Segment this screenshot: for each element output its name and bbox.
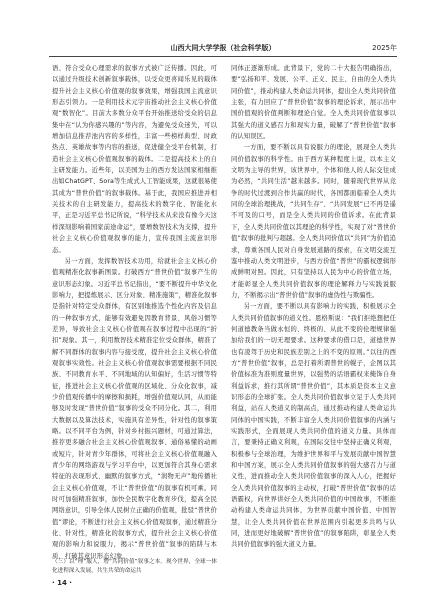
paragraph: 另一方面，要不断以具有影响力的实践，积极展示全人类共同价值叙事的道义性。恩格斯说：“我们拒绝想把任何道德教条当做永恒的、终极的、从此不变的伦理规律强加给我们的一切无理要求。这种要求的借口是，道德世界也有凌驾于历史和民族差别之上的不变的原则。”以往的西方“普世价值”叙事，总是打着所谓普世的幌子，企图以其价值标准为准则度量世界，以强势的话语霸权来掩饰自身利益诉求，推行其所谓“普世价值”，其本质是资本主义意识形态的全球扩张。全人类共同价值叙事立足于人类共同利益，站在人类道义的制高点，通过推动构建人类命运共同体的中国实践，不断丰富全人类共同价值叙事的内涵与实践形式，全面展现人类共同价值的道义力量。具体而言，要秉持正确义利观，在国际交往中坚持正确义利观，积极参与全球治理，为维护世界和平与发展贡献中国智慧和中国方案，展示全人类共同价值叙事的强大感召力与道义性，进而推动全人类共同价值叙事的深入人心，把握好全人类共同价值叙事的主动权，打破“普世价值”叙事的话语霸权，向世界讲好全人类共同价值的中国故事，不断推动构建人类命运共同体，为世界贡献中国价值、中国智慧，让全人类共同价值在世界范围内引起更多共鸣与认同，进而更好地破解“普世价值”的叙事陷阱，彰显全人类共同价值叙事的强大道义力量。 bbox=[231, 303, 396, 549]
right-column bbox=[231, 63, 396, 553]
section-heading: （三）以“理”服人，增“共同价值”叙事之本。现今世界，全球一体化进程深入发展，共生共荣的命运共 bbox=[52, 559, 217, 574]
left-column bbox=[52, 63, 217, 560]
header-year: 2025年 bbox=[372, 44, 397, 52]
paragraph: 语、符合受众心理需求的叙事方式被广泛传播。因此，可以通过升级技术创新叙事载体，以受众更喜闻乐见的载体提升社会主义核心价值观的叙事效果，增强我国主流意识形态引领力。一是利用技术元宇宙推动社会主义核心价值观“数智化”。目前大多数分众平台开始推送给受众的信息集中在“认为你感兴趣的”等内容，为避免受众迷失，可以增加信息推荐池内容的多样性，丰富一些榜样典型、时政热点、英雄故事等内容的推送，促进健全受平台机制，打造社会主义核心价值观叙事的载体。二是提高技术上的自主研发能力。近些年，以美国为主的西方发达国家相继推出如ChatGPT、Sora等生成式人工智能成果，这就很易使其成为“普世价值”的叙事载体。基于此，我国应推进并相关技术的自主研发能力，提高技术的数字化、智能化水平，正是习近平总书记所说，“科学技术从来没有像今天这样深刻影响着国家前途命运”，要增数智技术为支撑，提升社会主义核心价值观叙事的能力，宣传我国主流意识形态。 bbox=[52, 65, 217, 254]
paragraph: 一方面，要不断以具有说服力的理论，展现全人类共同价值叙事的科学性。由于西方某种程度上说，以本主义文明为主导的世界，该世界中，个体和他人的人际交往成为必然，“共同生活”越来越多。同时，随着现代世界从竞争的时代过渡到合作共赢的时代，各国都面临着全人类共同的全球治理挑战，“共同生存”、“共同发展”已不再是遥不可及的口号，而是全人类共同的价值诉求。在此背景下，全人类共同价值以其理论的科学性，实现了对“普世价值”叙事的批判与超越。全人类共同价值以“共同”为价值追求，尊重各国人民对自身发展道路的探索，在文明交流互鉴中推动人类文明进步，与西方价值“普世”的霸权逻辑形成鲜明对照。因此，只有坚持以人民为中心的价值立场，才能彰显全人类共同价值叙事的理论解释力与实践说服力，不断揭示出“普世价值”叙事的虚伪性与欺骗性。 bbox=[231, 144, 396, 299]
paragraph: 另一方面，发挥数智技术功用，给就社会主义核心价值观精准化叙事新图景。打破西方“普世价值”叙事产生的意识形态幻象。习近平总书记指出，“要不断提升中华文化影响力，把提炼展示、区分对象、精准施策”，精准化叙事是指针对特定受众群体，有区别地推选个性化内容及信息的一种叙事方式，能够有效避免因教育背景、风俗习惯等差异，导致社会主义核心价值观在叙事过程中出现的“折扣”现象。其一，利用数智技术精准定位受众群体，精准了解不同群体的叙事内容与接受度，提升社会主义核心价值观叙事实效性。社会主义核心价值观叙事需要根据不同民族、不同教育水平、不同地域的认知偏好，生活习惯等特征，推进社会主义核心价值观的区域化、分众化叙事，减少价值观传播中的摩擦和损耗，增强价值观认同，从而能够及时发现“普世价值”叙事的受众不同分化。其二，利用大数据以及算法技术，实施具有差异性，针对性的叙事策略。以不同平台为例，针对乡村振兴题材，可通过算法，推荐更多融合社会主义核心价值观叙事、通俗易懂的动画或短片，针对青少年群体，可将社会主义核心价值观融入青少年的网络游戏与学习平台中，以更加符合其身心需求特征的表现形式、幽默的叙事方式，“润物无声”地传播社会主义核心价值观，不让“普世价值”的叙事有机可乘。同时可加强精准叙事，加快全民数字化教育步伐，提高全民网络意识，引导全体人民树立正确的价值观，批驳“普世价值”谬论，不断进行社会主义核心价值观叙事，通过精准分化、针对性，精准化的叙事方式，提升社会主义核心价值观的影响力和说服力，揭示“普世价值”叙事的陷阱与本质，打破其意识形态幻象。 bbox=[52, 257, 217, 560]
page-number: · 14 · bbox=[52, 579, 72, 587]
running-header bbox=[49, 43, 397, 57]
section-heading-continued bbox=[52, 558, 217, 576]
journal-title: 山西大同大学学报（社会科学版） bbox=[170, 44, 276, 52]
paragraph: 同体正逐渐形成。此背景下，党的二十大报告明确指出，要“弘扬和平、发展、公平、正义、民主、自由的全人类共同价值”，推动构建人类命运共同体，提出全人类共同价值主张，有力回应了“普世价值”叙事的理论诉求，展示出中国价值观的价值判断和理论自觉。全人类共同价值叙事以其强大的道义感召力和现实力量，破解了“普世价值”叙事的认知误区。 bbox=[231, 65, 396, 141]
header-rule bbox=[49, 56, 397, 57]
